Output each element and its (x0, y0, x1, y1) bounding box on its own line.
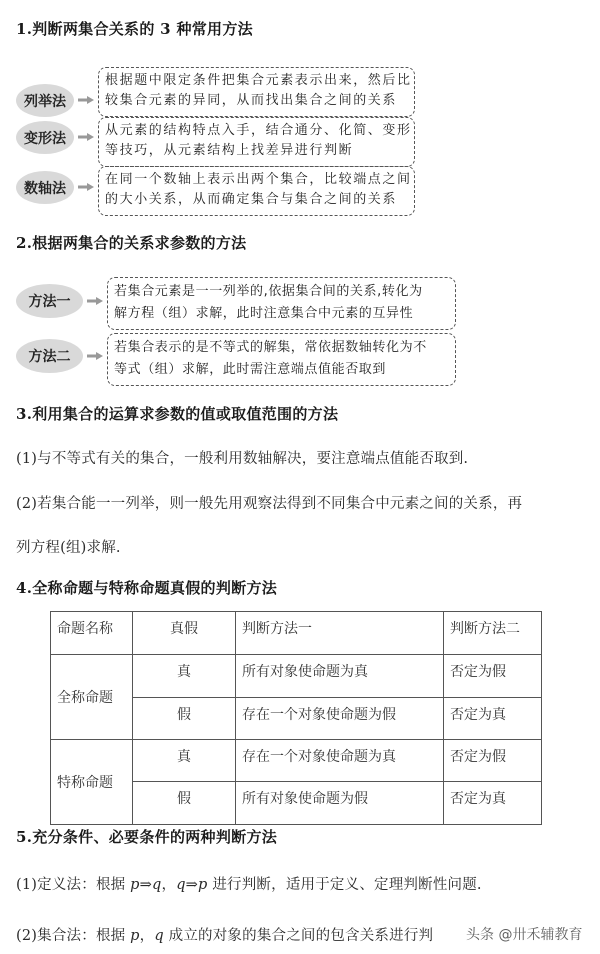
section3-item-2-continued: 列方程(组)求解. (16, 540, 121, 556)
description-line: 根据题中限定条件把集合元素表示出来，然后比 (105, 73, 412, 88)
method-description-box (98, 117, 415, 167)
section5-item-2 (16, 924, 433, 945)
section1-heading: 1.判断两集合关系的 3 种常用方法 (16, 20, 253, 38)
method2-cell: 否定为假 (444, 740, 542, 782)
description-line: 若集合元素是一一列举的,依据集合间的关系,转化为 (114, 284, 423, 299)
proposition-name-cell: 全称命题 (51, 655, 133, 740)
method-label-oval: 数轴法 (16, 171, 74, 204)
method-label-oval: 方法二 (16, 339, 83, 373)
text: 成立的对象的集合之间的包含关系进行判 (163, 928, 434, 944)
method-label-oval: 列举法 (16, 84, 74, 117)
description-line: 若集合表示的是不等式的解集，常依据数轴转化为不 (114, 340, 427, 355)
truth-cell: 假 (133, 698, 236, 740)
method2-cell: 否定为真 (444, 782, 542, 825)
arrow-right-icon (78, 183, 94, 191)
section5-heading: 5.充分条件、必要条件的两种判断方法 (16, 828, 278, 846)
section3-item-1: (1)与不等式有关的集合，一般利用数轴解决，要注意端点值能否取到. (16, 451, 469, 467)
variable-p: p (130, 928, 140, 944)
section3-item-2: (2)若集合能一一列举，则一般先用观察法得到不同集合中元素之间的关系，再 (16, 496, 523, 512)
method1-cell: 所有对象使命题为假 (236, 782, 444, 825)
truth-cell: 假 (133, 782, 236, 825)
proposition-name-cell: 特称命题 (51, 740, 133, 825)
text: 进行判断，适用于定义、定理判断性问题. (207, 877, 482, 893)
formula-p-implies-q: p⇒q (130, 877, 162, 893)
method-description-box (107, 333, 456, 386)
text: ， (161, 877, 177, 893)
arrow-right-icon (87, 297, 103, 305)
method1-cell: 所有对象使命题为真 (236, 655, 444, 698)
table-row (51, 740, 542, 782)
method1-cell: 存在一个对象使命题为假 (236, 698, 444, 740)
method2-cell: 否定为假 (444, 655, 542, 698)
header-cell: 判断方法二 (444, 612, 542, 655)
method-label-oval: 方法一 (16, 284, 83, 318)
method-label-oval: 变形法 (16, 121, 74, 154)
section4-heading: 4.全称命题与特称命题真假的判断方法 (16, 579, 278, 597)
truth-cell: 真 (133, 740, 236, 782)
arrow-right-icon (87, 352, 103, 360)
proposition-truth-table (50, 611, 542, 825)
formula-q-implies-p: q⇒p (176, 877, 208, 893)
method-description-box (107, 277, 456, 330)
section2-heading: 2.根据两集合的关系求参数的方法 (16, 234, 247, 252)
text: (2)集合法：根据 (16, 928, 131, 944)
header-cell: 命题名称 (51, 612, 133, 655)
watermark: 头条 @卅禾辅教育 (466, 927, 583, 943)
section5-item-1 (16, 873, 482, 894)
text: (1)定义法：根据 (16, 877, 131, 893)
description-line: 等技巧，从元素结构上找差异进行判断 (105, 143, 354, 158)
method-description-box (98, 67, 415, 117)
description-line: 解方程（组）求解，此时注意集合中元素的互异性 (114, 306, 414, 321)
description-line: 从元素的结构特点入手，结合通分、化简、变形 (105, 123, 412, 138)
header-cell: 判断方法一 (236, 612, 444, 655)
section3-heading: 3.利用集合的运算求参数的值或取值范围的方法 (16, 405, 339, 423)
text: ， (139, 928, 155, 944)
table-header-row (51, 612, 542, 655)
description-line: 在同一个数轴上表示出两个集合，比较端点之间 (105, 172, 412, 187)
arrow-right-icon (78, 96, 94, 104)
truth-cell: 真 (133, 655, 236, 698)
variable-q: q (154, 928, 164, 944)
table-row (51, 655, 542, 698)
arrow-right-icon (78, 133, 94, 141)
method1-cell: 存在一个对象使命题为真 (236, 740, 444, 782)
description-line: 的大小关系，从而确定集合与集合之间的关系 (105, 192, 398, 207)
description-line: 较集合元素的异同，从而找出集合之间的关系 (105, 93, 398, 108)
method2-cell: 否定为真 (444, 698, 542, 740)
method-description-box (98, 166, 415, 216)
description-line: 等式（组）求解，此时需注意端点值能否取到 (114, 362, 387, 377)
header-cell: 真假 (133, 612, 236, 655)
